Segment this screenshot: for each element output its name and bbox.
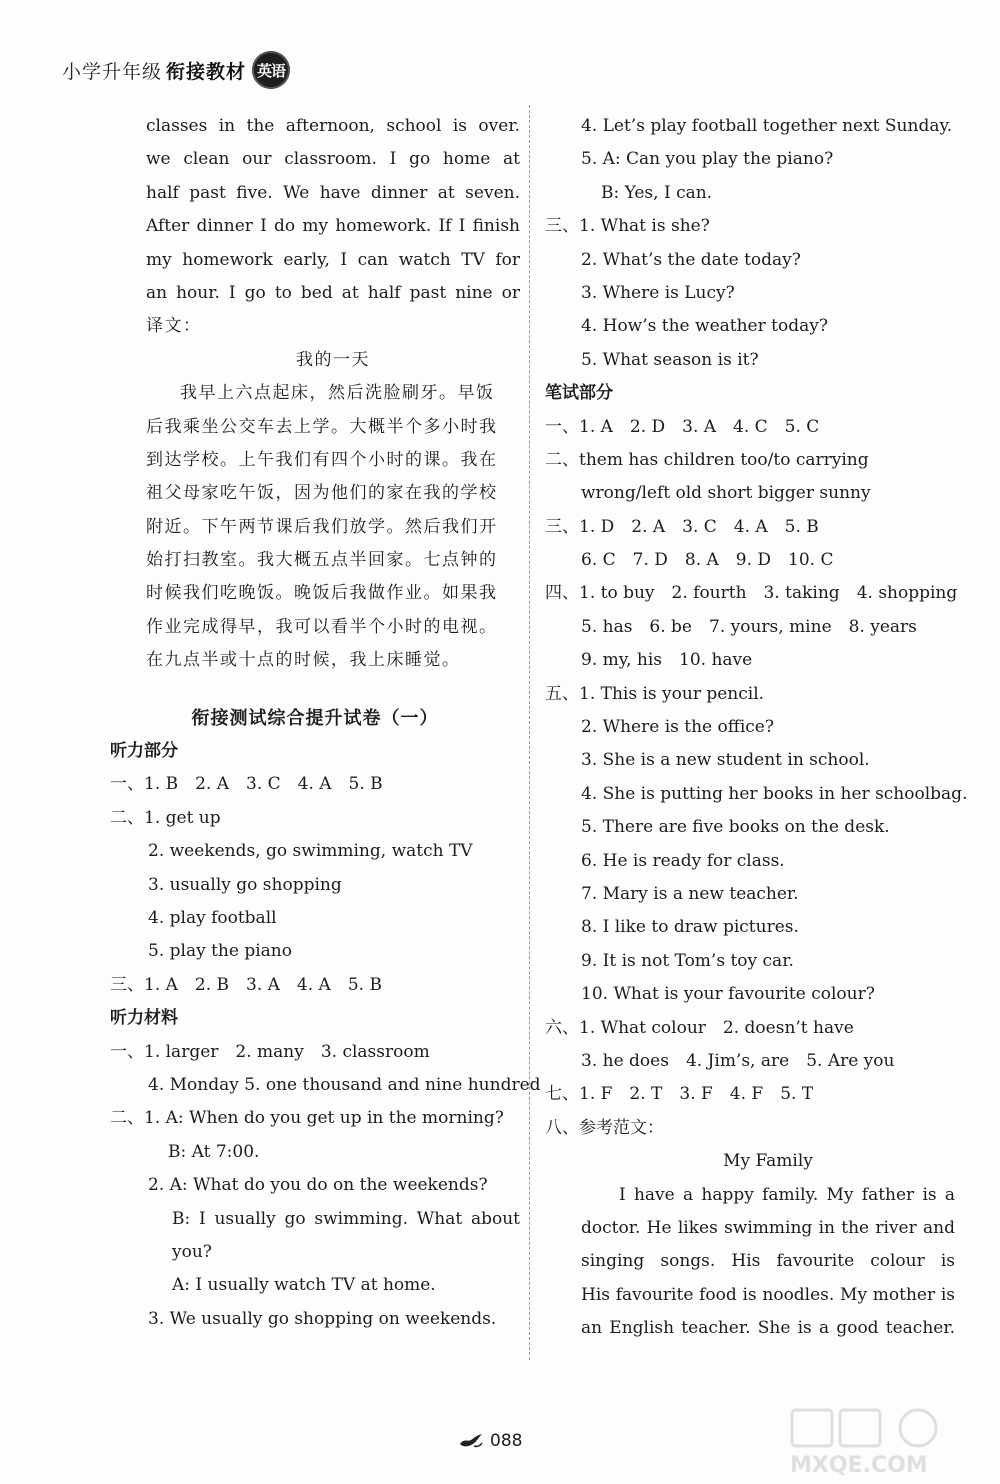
material-line: B: I usually go swimming. What about xyxy=(172,1208,520,1229)
material-line: B: Yes, I can. xyxy=(601,182,713,203)
essay-title: My Family xyxy=(723,1151,813,1172)
answer-line: 一、1. A 2. D 3. A 4. C 5. C xyxy=(545,416,820,437)
translation-line: 后我乘坐公交车去上学。大概半个多小时我 xyxy=(146,416,498,437)
translation-line: 到达学校。上午我们有四个小时的课。我在 xyxy=(146,449,498,470)
answer-line: 4. play football xyxy=(148,907,277,928)
section-heading-material: 听力材料 xyxy=(110,1008,178,1029)
watermark-text: MXQE.COM xyxy=(790,1453,928,1476)
material-line: 3. Where is Lucy? xyxy=(581,282,735,303)
answer-line: 9. It is not Tom’s toy car. xyxy=(581,950,794,971)
translation-line: 我早上六点起床，然后洗脸刷牙。早饭 xyxy=(180,383,495,404)
translation-line: 作业完成得早，我可以看半个小时的电视。 xyxy=(146,616,498,637)
answer-line: 2. weekends, go swimming, watch TV xyxy=(148,841,473,862)
answer-line: 八、参考范文： xyxy=(545,1117,664,1138)
essay-line: singing songs. His favourite colour is xyxy=(581,1251,955,1272)
material-line: 4. Let’s play football together next Sunday. xyxy=(581,116,953,136)
answer-line: 5. There are five books on the desk. xyxy=(581,817,890,838)
material-line: 4. Monday 5. one thousand and nine hundred xyxy=(148,1074,541,1095)
page-footer xyxy=(458,1428,522,1454)
answer-line: 二、them has children too/to carrying xyxy=(545,449,869,470)
essay-line: I have a happy family. My father is a xyxy=(619,1184,955,1205)
answer-line: wrong/left old short bigger sunny xyxy=(581,483,871,504)
answer-line: 二、1. get up xyxy=(110,807,221,828)
answer-line: 3. usually go shopping xyxy=(148,874,342,895)
translation-title: 我的一天 xyxy=(296,349,370,370)
passage-line: After dinner I do my homework. If I finish xyxy=(146,216,520,237)
material-line: B: At 7:00. xyxy=(168,1141,260,1162)
answer-line: 8. I like to draw pictures. xyxy=(581,917,799,938)
series-label: 小学升年级 xyxy=(62,60,163,83)
answer-line: 7. Mary is a new teacher. xyxy=(581,883,799,904)
passage-line: half past five. We have dinner at seven. xyxy=(146,182,520,203)
right-column xyxy=(545,110,968,1345)
answer-line: 七、1. F 2. T 3. F 4. F 5. T xyxy=(545,1084,814,1105)
material-line: 4. How’s the weather today? xyxy=(581,316,828,337)
answer-line: 5. has 6. be 7. yours, mine 8. years xyxy=(581,616,917,637)
passage-line: classes in the afternoon, school is over. xyxy=(146,116,520,136)
translation-line: 时候我们吃晚饭。晚饭后我做作业。如果我 xyxy=(146,583,498,604)
answer-line: 2. Where is the office? xyxy=(581,717,774,738)
page-header xyxy=(62,50,290,90)
answer-line: 4. She is putting her books in her schoolbag. xyxy=(581,783,968,804)
material-line: 一、1. larger 2. many 3. classroom xyxy=(110,1041,430,1062)
material-line: 三、1. What is she? xyxy=(545,216,710,237)
answer-line: 六、1. What colour 2. doesn’t have xyxy=(545,1017,854,1038)
bird-logo-icon xyxy=(458,1432,484,1450)
material-line: 3. We usually go shopping on weekends. xyxy=(148,1308,497,1329)
book-title: 衔接教材 xyxy=(166,60,247,83)
answer-line: 5. play the piano xyxy=(148,941,292,962)
answer-line: 四、1. to buy 2. fourth 3. taking 4. shopping xyxy=(545,583,958,604)
translation-line: 附近。下午两节课后我们放学。然后我们开 xyxy=(146,516,498,537)
answer-line: 三、1. D 2. A 3. C 4. A 5. B xyxy=(545,516,819,537)
answer-line: 9. my, his 10. have xyxy=(581,650,753,671)
subject-badge: 英语 xyxy=(252,51,290,89)
answer-line: 10. What is your favourite colour? xyxy=(581,984,875,1005)
material-line: 5. What season is it? xyxy=(581,349,759,370)
answer-line: 三、1. A 2. B 3. A 4. A 5. B xyxy=(110,974,382,995)
answer-line: 6. He is ready for class. xyxy=(581,850,785,871)
translation-label: 译文： xyxy=(146,316,202,337)
answer-line: 6. C 7. D 8. A 9. D 10. C xyxy=(581,550,834,571)
answer-line: 3. he does 4. Jim’s, are 5. Are you xyxy=(581,1050,895,1071)
essay-line: His favourite food is noodles. My mother is xyxy=(581,1284,955,1305)
answer-line: 一、1. B 2. A 3. C 4. A 5. B xyxy=(110,774,383,795)
essay-line: an English teacher. She is a good teacher. xyxy=(581,1318,955,1339)
material-line: 5. A: Can you play the piano? xyxy=(581,149,834,170)
translation-line: 始打扫教室。我大概五点半回家。七点钟的 xyxy=(146,550,498,571)
answer-line: 五、1. This is your pencil. xyxy=(545,683,765,704)
translation-line: 祖父母家吃午饭，因为他们的家在我的学校 xyxy=(146,483,498,504)
material-line: A: I usually watch TV at home. xyxy=(172,1275,436,1296)
material-line: 2. What’s the date today? xyxy=(581,249,801,270)
passage-line: an hour. I go to bed at half past nine or xyxy=(146,282,520,303)
material-line: you? xyxy=(172,1241,212,1262)
section-heading-written: 笔试部分 xyxy=(545,383,613,404)
material-line: 2. A: What do you do on the weekends? xyxy=(148,1175,488,1196)
material-line: 二、1. A: When do you get up in the morning? xyxy=(110,1108,504,1129)
column-divider xyxy=(529,105,530,1360)
left-column xyxy=(110,110,541,1336)
answer-line: 3. She is a new student in school. xyxy=(581,750,870,771)
passage-line: my homework early, I can watch TV for xyxy=(146,249,520,270)
page-number: 088 xyxy=(490,1431,523,1451)
translation-line: 在九点半或十点的时候，我上床睡觉。 xyxy=(146,650,461,671)
watermark-logo-icon xyxy=(786,1406,986,1476)
passage-line: we clean our classroom. I go home at xyxy=(146,149,520,170)
section-heading-listening: 听力部分 xyxy=(110,741,178,762)
exam-title: 衔接测试综合提升试卷（一） xyxy=(191,707,439,729)
essay-line: doctor. He likes swimming in the river and xyxy=(581,1217,955,1238)
